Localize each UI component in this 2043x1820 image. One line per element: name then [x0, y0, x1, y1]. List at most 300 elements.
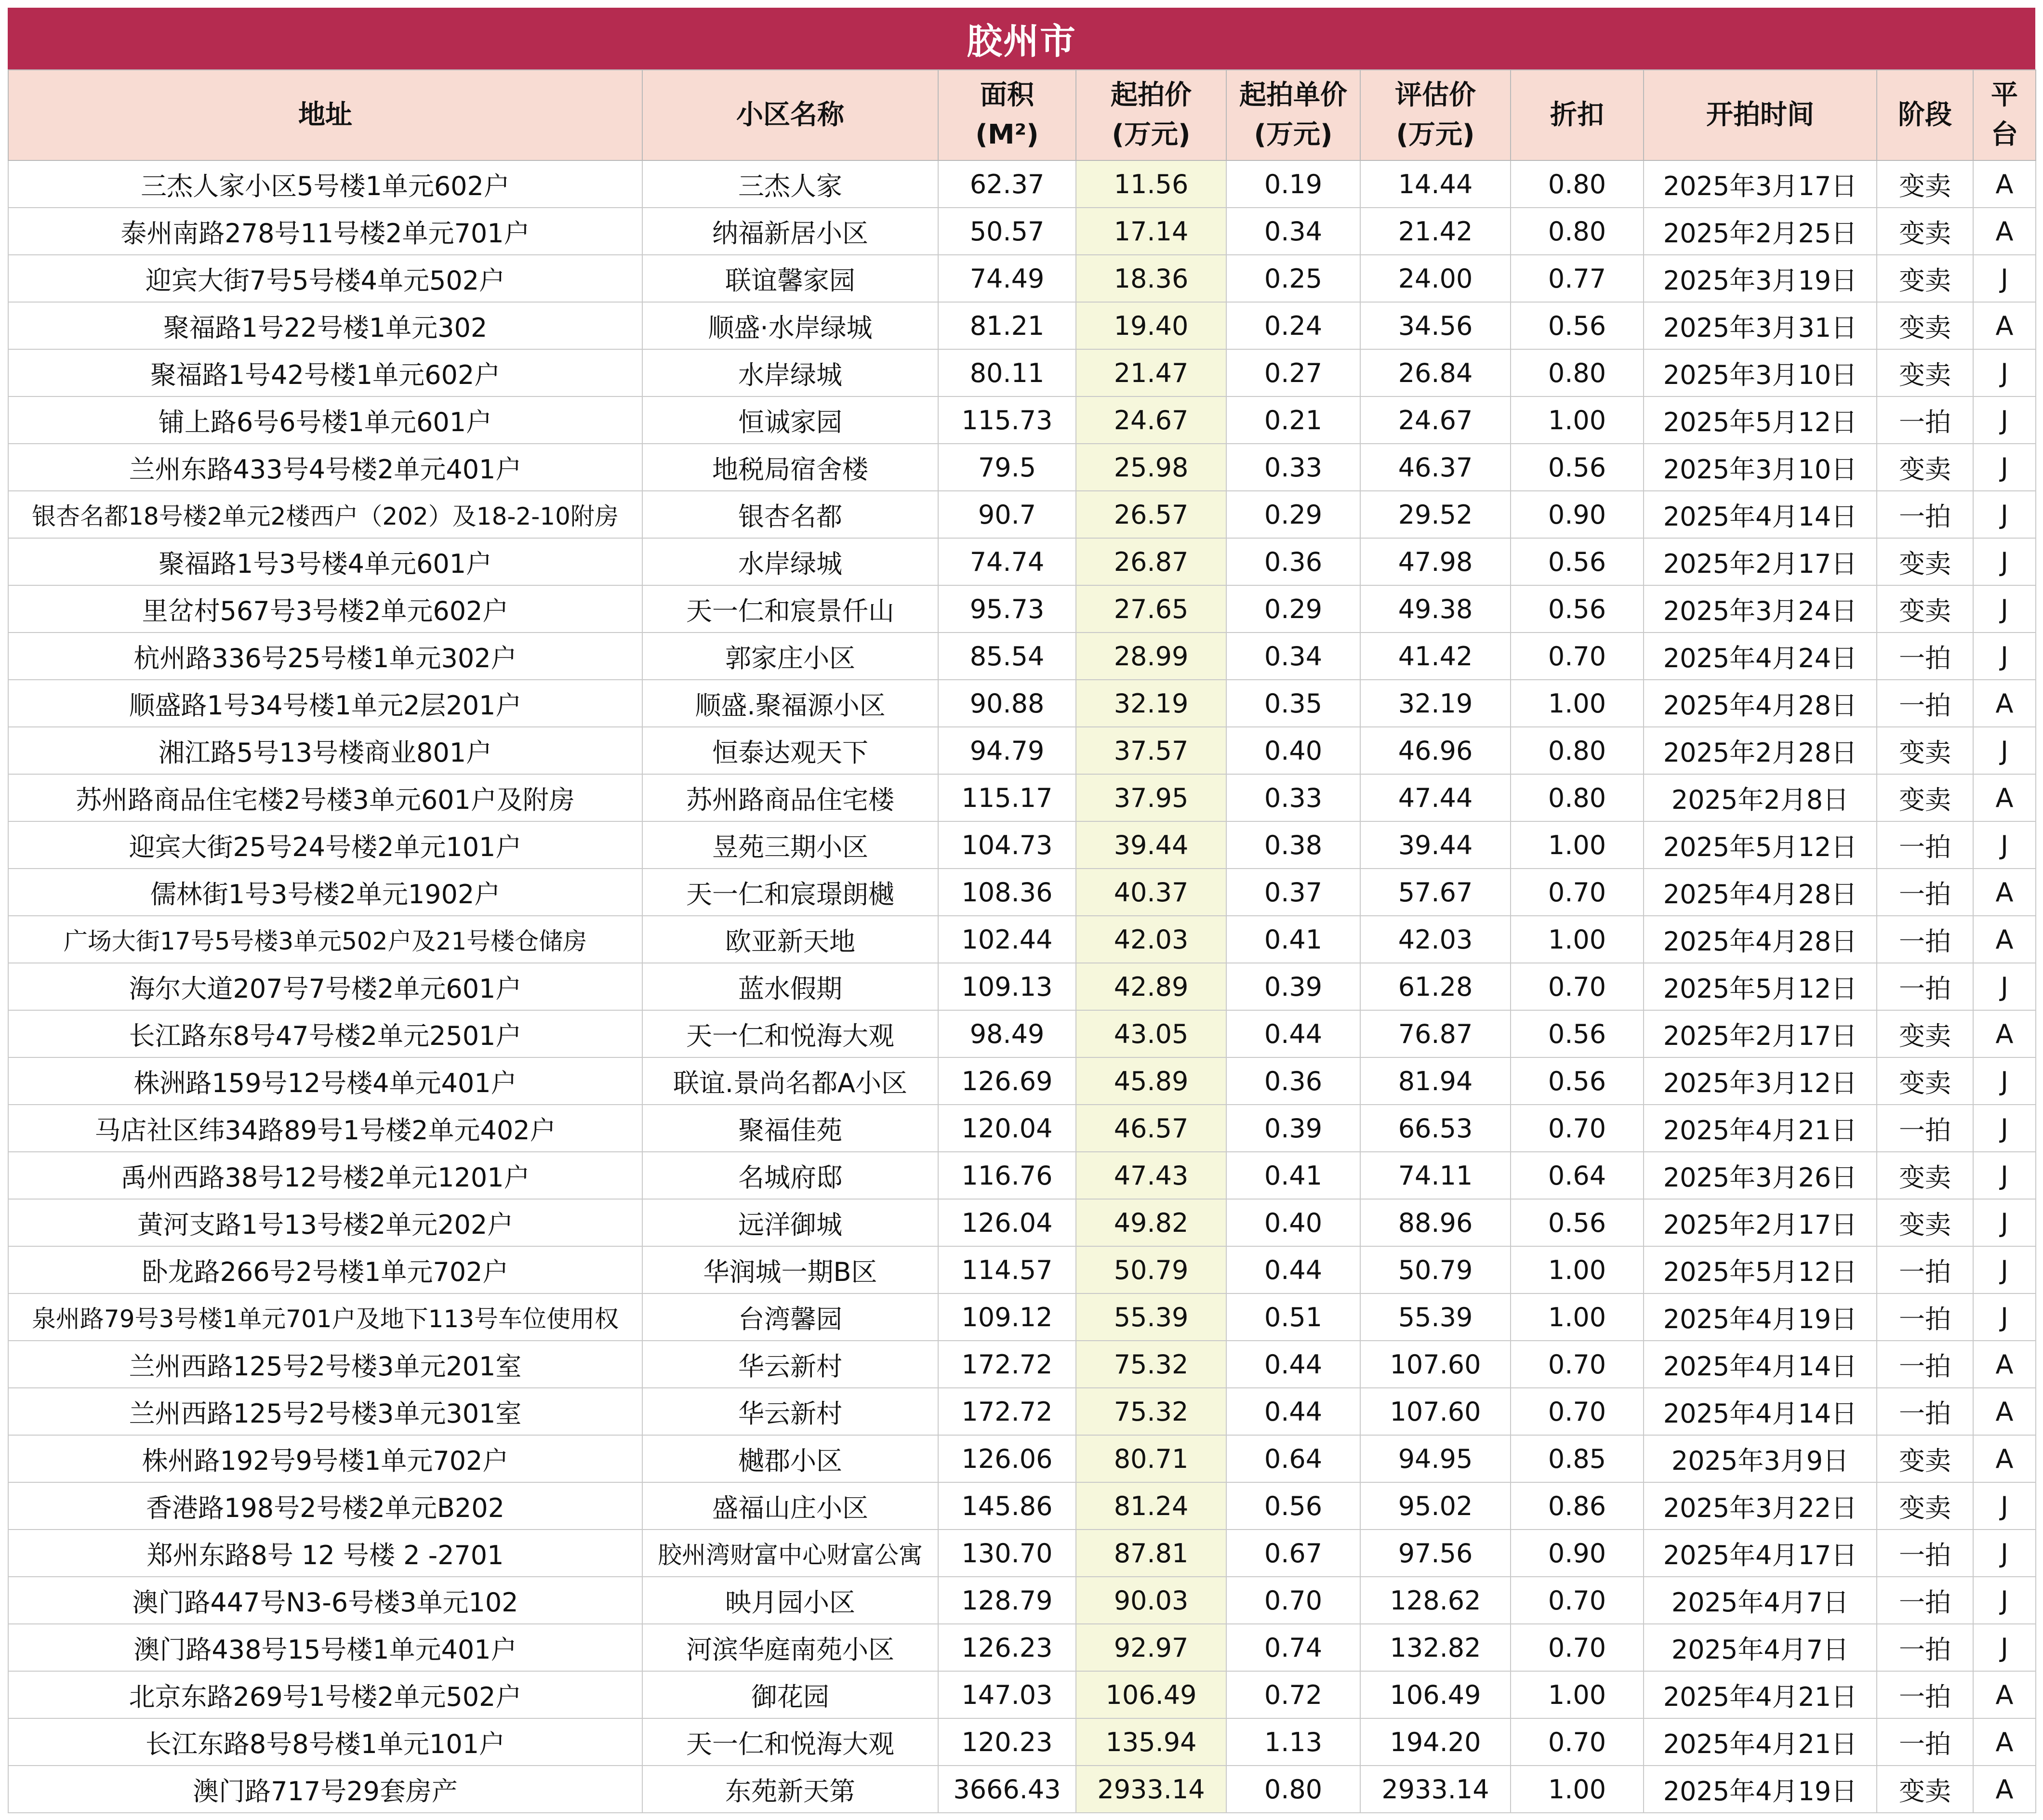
start-price-cell: 42.89: [1076, 963, 1226, 1010]
table-row: [8, 1010, 2036, 1057]
unit-price-cell: 0.34: [1226, 633, 1360, 680]
start-price-cell: 75.32: [1076, 1388, 1226, 1435]
platform-cell: J: [1973, 1293, 2036, 1341]
platform-cell: A: [1973, 1341, 2036, 1388]
stage-cell: 变卖: [1877, 585, 1973, 633]
discount-cell: 0.64: [1511, 1152, 1644, 1199]
table-row: [8, 1105, 2036, 1152]
date-cell: 2025年4月21日: [1644, 1671, 1877, 1718]
community-cell: 恒诚家园: [642, 396, 938, 444]
area-cell: 116.76: [938, 1152, 1076, 1199]
col-header-address: 地址: [8, 70, 642, 160]
platform-cell: J: [1973, 396, 2036, 444]
discount-cell: 0.56: [1511, 1010, 1644, 1057]
platform-cell: A: [1973, 208, 2036, 255]
unit-price-cell: 1.13: [1226, 1718, 1360, 1766]
unit-price-cell: 0.41: [1226, 1152, 1360, 1199]
discount-cell: 0.77: [1511, 255, 1644, 302]
start-price-cell: 106.49: [1076, 1671, 1226, 1718]
start-price-cell: 27.65: [1076, 585, 1226, 633]
eval-price-cell: 194.20: [1360, 1718, 1511, 1766]
stage-cell: 变卖: [1877, 302, 1973, 349]
community-cell: 苏州路商品住宅楼: [642, 774, 938, 821]
col-header-start-price: 起拍价 (万元): [1076, 70, 1226, 160]
table-row: [8, 585, 2036, 633]
col-header-date: 开拍时间: [1644, 70, 1877, 160]
start-price-cell: 18.36: [1076, 255, 1226, 302]
community-cell: 顺盛·水岸绿城: [642, 302, 938, 349]
eval-price-cell: 97.56: [1360, 1530, 1511, 1577]
unit-price-cell: 0.29: [1226, 491, 1360, 538]
unit-price-cell: 0.33: [1226, 444, 1360, 491]
eval-price-cell: 132.82: [1360, 1624, 1511, 1671]
area-cell: 109.13: [938, 963, 1076, 1010]
eval-price-cell: 107.60: [1360, 1341, 1511, 1388]
unit-price-cell: 0.39: [1226, 1105, 1360, 1152]
discount-cell: 0.56: [1511, 302, 1644, 349]
discount-cell: 1.00: [1511, 1293, 1644, 1341]
start-price-cell: 24.67: [1076, 396, 1226, 444]
community-cell: 顺盛.聚福源小区: [642, 680, 938, 727]
community-cell: 御花园: [642, 1671, 938, 1718]
address-cell: 兰州东路433号4号楼2单元401户: [8, 444, 642, 491]
unit-price-cell: 0.80: [1226, 1766, 1360, 1813]
area-cell: 120.23: [938, 1718, 1076, 1766]
unit-price-cell: 0.41: [1226, 916, 1360, 963]
stage-cell: 变卖: [1877, 774, 1973, 821]
start-price-cell: 90.03: [1076, 1577, 1226, 1624]
stage-cell: 一拍: [1877, 491, 1973, 538]
date-cell: 2025年5月12日: [1644, 963, 1877, 1010]
table-row: [8, 1341, 2036, 1388]
date-cell: 2025年4月28日: [1644, 680, 1877, 727]
table-row: [8, 1388, 2036, 1435]
address-cell: 马店社区纬34路89号1号楼2单元402户: [8, 1105, 642, 1152]
address-cell: 迎宾大街7号5号楼4单元502户: [8, 255, 642, 302]
stage-cell: 一拍: [1877, 1718, 1973, 1766]
start-price-cell: 42.03: [1076, 916, 1226, 963]
unit-price-cell: 0.44: [1226, 1010, 1360, 1057]
col-header-community: 小区名称: [642, 70, 938, 160]
discount-cell: 0.70: [1511, 963, 1644, 1010]
eval-price-cell: 94.95: [1360, 1435, 1511, 1482]
address-cell: 海尔大道207号7号楼2单元601户: [8, 963, 642, 1010]
unit-price-cell: 0.40: [1226, 727, 1360, 774]
table-row: [8, 160, 2036, 208]
area-cell: 126.69: [938, 1057, 1076, 1105]
stage-cell: 变卖: [1877, 255, 1973, 302]
table-row: [8, 208, 2036, 255]
address-cell: 兰州西路125号2号楼3单元201室: [8, 1341, 642, 1388]
eval-price-cell: 106.49: [1360, 1671, 1511, 1718]
platform-cell: A: [1973, 160, 2036, 208]
platform-cell: J: [1973, 349, 2036, 396]
unit-price-cell: 0.33: [1226, 774, 1360, 821]
stage-cell: 一拍: [1877, 1671, 1973, 1718]
platform-cell: J: [1973, 1624, 2036, 1671]
discount-cell: 0.70: [1511, 1105, 1644, 1152]
platform-cell: A: [1973, 1435, 2036, 1482]
start-price-cell: 87.81: [1076, 1530, 1226, 1577]
table-row: [8, 1577, 2036, 1624]
stage-cell: 变卖: [1877, 1152, 1973, 1199]
eval-price-cell: 76.87: [1360, 1010, 1511, 1057]
start-price-cell: 47.43: [1076, 1152, 1226, 1199]
platform-cell: A: [1973, 1718, 2036, 1766]
eval-price-cell: 95.02: [1360, 1482, 1511, 1530]
discount-cell: 0.80: [1511, 160, 1644, 208]
unit-price-cell: 0.67: [1226, 1530, 1360, 1577]
date-cell: 2025年2月28日: [1644, 727, 1877, 774]
discount-cell: 0.56: [1511, 1199, 1644, 1246]
discount-cell: 0.80: [1511, 208, 1644, 255]
discount-cell: 0.70: [1511, 1718, 1644, 1766]
platform-cell: J: [1973, 963, 2036, 1010]
date-cell: 2025年3月10日: [1644, 349, 1877, 396]
address-cell: 长江路东8号47号楼2单元2501户: [8, 1010, 642, 1057]
discount-cell: 0.85: [1511, 1435, 1644, 1482]
eval-price-cell: 50.79: [1360, 1246, 1511, 1293]
community-cell: 蓝水假期: [642, 963, 938, 1010]
date-cell: 2025年4月28日: [1644, 916, 1877, 963]
stage-cell: 变卖: [1877, 1766, 1973, 1813]
community-cell: 恒泰达观天下: [642, 727, 938, 774]
discount-cell: 0.86: [1511, 1482, 1644, 1530]
table-row: [8, 1766, 2036, 1813]
platform-cell: A: [1973, 869, 2036, 916]
date-cell: 2025年4月19日: [1644, 1766, 1877, 1813]
address-cell: 泉州路79号3号楼1单元701户及地下113号车位使用权: [8, 1293, 642, 1341]
area-cell: 172.72: [938, 1341, 1076, 1388]
address-cell: 三杰人家小区5号楼1单元602户: [8, 160, 642, 208]
date-cell: 2025年2月17日: [1644, 1010, 1877, 1057]
start-price-cell: 26.87: [1076, 538, 1226, 585]
stage-cell: 一拍: [1877, 633, 1973, 680]
start-price-cell: 135.94: [1076, 1718, 1226, 1766]
area-cell: 172.72: [938, 1388, 1076, 1435]
stage-cell: 一拍: [1877, 396, 1973, 444]
eval-price-cell: 46.96: [1360, 727, 1511, 774]
area-cell: 126.04: [938, 1199, 1076, 1246]
area-cell: 147.03: [938, 1671, 1076, 1718]
eval-price-cell: 26.84: [1360, 349, 1511, 396]
date-cell: 2025年4月21日: [1644, 1718, 1877, 1766]
table-row: [8, 869, 2036, 916]
stage-cell: 一拍: [1877, 1577, 1973, 1624]
date-cell: 2025年2月25日: [1644, 208, 1877, 255]
unit-price-cell: 0.39: [1226, 963, 1360, 1010]
area-cell: 90.88: [938, 680, 1076, 727]
date-cell: 2025年3月19日: [1644, 255, 1877, 302]
table-row: [8, 633, 2036, 680]
discount-cell: 0.80: [1511, 349, 1644, 396]
stage-cell: 变卖: [1877, 1482, 1973, 1530]
platform-cell: J: [1973, 1530, 2036, 1577]
eval-price-cell: 66.53: [1360, 1105, 1511, 1152]
community-cell: 银杏名都: [642, 491, 938, 538]
address-cell: 澳门路438号15号楼1单元401户: [8, 1624, 642, 1671]
date-cell: 2025年2月17日: [1644, 538, 1877, 585]
start-price-cell: 37.95: [1076, 774, 1226, 821]
auction-table: [8, 69, 2036, 1813]
stage-cell: 一拍: [1877, 869, 1973, 916]
platform-cell: A: [1973, 1766, 2036, 1813]
platform-cell: J: [1973, 491, 2036, 538]
start-price-cell: 19.40: [1076, 302, 1226, 349]
area-cell: 62.37: [938, 160, 1076, 208]
start-price-cell: 55.39: [1076, 1293, 1226, 1341]
address-cell: 广场大街17号5号楼3单元502户及21号楼仓储房: [8, 916, 642, 963]
eval-price-cell: 21.42: [1360, 208, 1511, 255]
unit-price-cell: 0.40: [1226, 1199, 1360, 1246]
area-cell: 98.49: [938, 1010, 1076, 1057]
eval-price-cell: 47.98: [1360, 538, 1511, 585]
header-row: [8, 70, 2036, 160]
platform-cell: A: [1973, 302, 2036, 349]
table-row: [8, 1671, 2036, 1718]
community-cell: 胶州湾财富中心财富公寓: [642, 1530, 938, 1577]
discount-cell: 1.00: [1511, 821, 1644, 869]
table-row: [8, 444, 2036, 491]
platform-cell: J: [1973, 1199, 2036, 1246]
date-cell: 2025年4月21日: [1644, 1105, 1877, 1152]
col-header-stage: 阶段: [1877, 70, 1973, 160]
unit-price-cell: 0.44: [1226, 1341, 1360, 1388]
stage-cell: 变卖: [1877, 444, 1973, 491]
community-cell: 河滨华庭南苑小区: [642, 1624, 938, 1671]
area-cell: 80.11: [938, 349, 1076, 396]
start-price-cell: 40.37: [1076, 869, 1226, 916]
address-cell: 湘江路5号13号楼商业801户: [8, 727, 642, 774]
unit-price-cell: 0.44: [1226, 1388, 1360, 1435]
area-cell: 81.21: [938, 302, 1076, 349]
eval-price-cell: 88.96: [1360, 1199, 1511, 1246]
unit-price-cell: 0.70: [1226, 1577, 1360, 1624]
unit-price-cell: 0.74: [1226, 1624, 1360, 1671]
start-price-cell: 92.97: [1076, 1624, 1226, 1671]
start-price-cell: 32.19: [1076, 680, 1226, 727]
platform-cell: J: [1973, 727, 2036, 774]
stage-cell: 变卖: [1877, 160, 1973, 208]
address-cell: 澳门路717号29套房产: [8, 1766, 642, 1813]
address-cell: 苏州路商品住宅楼2号楼3单元601户及附房: [8, 774, 642, 821]
area-cell: 126.06: [938, 1435, 1076, 1482]
area-cell: 114.57: [938, 1246, 1076, 1293]
date-cell: 2025年4月14日: [1644, 1388, 1877, 1435]
start-price-cell: 39.44: [1076, 821, 1226, 869]
community-cell: 天一仁和宸景仟山: [642, 585, 938, 633]
table-row: [8, 680, 2036, 727]
unit-price-cell: 0.36: [1226, 538, 1360, 585]
table-row: [8, 1482, 2036, 1530]
unit-price-cell: 0.37: [1226, 869, 1360, 916]
date-cell: 2025年4月7日: [1644, 1624, 1877, 1671]
eval-price-cell: 107.60: [1360, 1388, 1511, 1435]
stage-cell: 变卖: [1877, 208, 1973, 255]
community-cell: 华云新村: [642, 1341, 938, 1388]
address-cell: 禹州西路38号12号楼2单元1201户: [8, 1152, 642, 1199]
community-cell: 樾郡小区: [642, 1435, 938, 1482]
platform-cell: J: [1973, 1152, 2036, 1199]
table-row: [8, 1435, 2036, 1482]
platform-cell: J: [1973, 1246, 2036, 1293]
stage-cell: 一拍: [1877, 963, 1973, 1010]
table-row: [8, 821, 2036, 869]
area-cell: 102.44: [938, 916, 1076, 963]
date-cell: 2025年5月12日: [1644, 396, 1877, 444]
eval-price-cell: 24.67: [1360, 396, 1511, 444]
eval-price-cell: 128.62: [1360, 1577, 1511, 1624]
platform-cell: A: [1973, 1388, 2036, 1435]
table-row: [8, 1718, 2036, 1766]
start-price-cell: 28.99: [1076, 633, 1226, 680]
community-cell: 台湾馨园: [642, 1293, 938, 1341]
start-price-cell: 25.98: [1076, 444, 1226, 491]
unit-price-cell: 0.25: [1226, 255, 1360, 302]
table-body: [8, 160, 2036, 1813]
date-cell: 2025年3月22日: [1644, 1482, 1877, 1530]
discount-cell: 0.56: [1511, 585, 1644, 633]
discount-cell: 0.70: [1511, 1341, 1644, 1388]
unit-price-cell: 0.24: [1226, 302, 1360, 349]
address-cell: 卧龙路266号2号楼1单元702户: [8, 1246, 642, 1293]
unit-price-cell: 0.51: [1226, 1293, 1360, 1341]
address-cell: 银杏名都18号楼2单元2楼西户（202）及18-2-10附房: [8, 491, 642, 538]
start-price-cell: 11.56: [1076, 160, 1226, 208]
discount-cell: 0.56: [1511, 1057, 1644, 1105]
discount-cell: 1.00: [1511, 916, 1644, 963]
community-cell: 三杰人家: [642, 160, 938, 208]
community-cell: 天一仁和悦海大观: [642, 1010, 938, 1057]
discount-cell: 0.90: [1511, 1530, 1644, 1577]
community-cell: 昱苑三期小区: [642, 821, 938, 869]
area-cell: 79.5: [938, 444, 1076, 491]
area-cell: 90.7: [938, 491, 1076, 538]
discount-cell: 1.00: [1511, 396, 1644, 444]
stage-cell: 变卖: [1877, 1057, 1973, 1105]
discount-cell: 0.80: [1511, 774, 1644, 821]
address-cell: 株州路192号9号楼1单元702户: [8, 1435, 642, 1482]
start-price-cell: 49.82: [1076, 1199, 1226, 1246]
area-cell: 3666.43: [938, 1766, 1076, 1813]
col-header-area: 面积 (M²): [938, 70, 1076, 160]
area-cell: 128.79: [938, 1577, 1076, 1624]
area-cell: 94.79: [938, 727, 1076, 774]
start-price-cell: 37.57: [1076, 727, 1226, 774]
address-cell: 长江东路8号8号楼1单元101户: [8, 1718, 642, 1766]
date-cell: 2025年4月28日: [1644, 869, 1877, 916]
unit-price-cell: 0.72: [1226, 1671, 1360, 1718]
eval-price-cell: 14.44: [1360, 160, 1511, 208]
community-cell: 纳福新居小区: [642, 208, 938, 255]
address-cell: 兰州西路125号2号楼3单元301室: [8, 1388, 642, 1435]
start-price-cell: 2933.14: [1076, 1766, 1226, 1813]
unit-price-cell: 0.34: [1226, 208, 1360, 255]
address-cell: 聚福路1号3号楼4单元601户: [8, 538, 642, 585]
stage-cell: 变卖: [1877, 349, 1973, 396]
area-cell: 109.12: [938, 1293, 1076, 1341]
table-row: [8, 255, 2036, 302]
col-header-platform: 平 台: [1973, 70, 2036, 160]
unit-price-cell: 0.56: [1226, 1482, 1360, 1530]
discount-cell: 0.90: [1511, 491, 1644, 538]
community-cell: 远洋御城: [642, 1199, 938, 1246]
platform-cell: J: [1973, 255, 2036, 302]
community-cell: 华云新村: [642, 1388, 938, 1435]
address-cell: 黄河支路1号13号楼2单元202户: [8, 1199, 642, 1246]
date-cell: 2025年3月26日: [1644, 1152, 1877, 1199]
stage-cell: 一拍: [1877, 916, 1973, 963]
eval-price-cell: 39.44: [1360, 821, 1511, 869]
platform-cell: A: [1973, 680, 2036, 727]
discount-cell: 0.56: [1511, 538, 1644, 585]
community-cell: 盛福山庄小区: [642, 1482, 938, 1530]
table-row: [8, 396, 2036, 444]
address-cell: 儒林街1号3号楼2单元1902户: [8, 869, 642, 916]
eval-price-cell: 32.19: [1360, 680, 1511, 727]
table-row: [8, 538, 2036, 585]
address-cell: 株洲路159号12号楼4单元401户: [8, 1057, 642, 1105]
area-cell: 115.73: [938, 396, 1076, 444]
address-cell: 聚福路1号22号楼1单元302: [8, 302, 642, 349]
date-cell: 2025年3月9日: [1644, 1435, 1877, 1482]
eval-price-cell: 24.00: [1360, 255, 1511, 302]
table-row: [8, 916, 2036, 963]
discount-cell: 1.00: [1511, 1671, 1644, 1718]
platform-cell: A: [1973, 916, 2036, 963]
start-price-cell: 26.57: [1076, 491, 1226, 538]
platform-cell: J: [1973, 633, 2036, 680]
eval-price-cell: 47.44: [1360, 774, 1511, 821]
community-cell: 地税局宿舍楼: [642, 444, 938, 491]
stage-cell: 变卖: [1877, 1435, 1973, 1482]
eval-price-cell: 42.03: [1360, 916, 1511, 963]
start-price-cell: 45.89: [1076, 1057, 1226, 1105]
stage-cell: 变卖: [1877, 538, 1973, 585]
stage-cell: 一拍: [1877, 1388, 1973, 1435]
col-header-eval-price: 评估价 (万元): [1360, 70, 1511, 160]
date-cell: 2025年4月7日: [1644, 1577, 1877, 1624]
area-cell: 74.74: [938, 538, 1076, 585]
community-cell: 天一仁和悦海大观: [642, 1718, 938, 1766]
discount-cell: 0.56: [1511, 444, 1644, 491]
eval-price-cell: 34.56: [1360, 302, 1511, 349]
date-cell: 2025年5月12日: [1644, 1246, 1877, 1293]
table-row: [8, 1152, 2036, 1199]
community-cell: 华润城一期B区: [642, 1246, 938, 1293]
stage-cell: 变卖: [1877, 1010, 1973, 1057]
discount-cell: 0.70: [1511, 1624, 1644, 1671]
area-cell: 85.54: [938, 633, 1076, 680]
discount-cell: 1.00: [1511, 680, 1644, 727]
area-cell: 95.73: [938, 585, 1076, 633]
stage-cell: 一拍: [1877, 821, 1973, 869]
table-row: [8, 1057, 2036, 1105]
date-cell: 2025年4月24日: [1644, 633, 1877, 680]
address-cell: 北京东路269号1号楼2单元502户: [8, 1671, 642, 1718]
start-price-cell: 21.47: [1076, 349, 1226, 396]
col-header-discount: 折扣: [1511, 70, 1644, 160]
unit-price-cell: 0.27: [1226, 349, 1360, 396]
date-cell: 2025年5月12日: [1644, 821, 1877, 869]
unit-price-cell: 0.21: [1226, 396, 1360, 444]
unit-price-cell: 0.38: [1226, 821, 1360, 869]
date-cell: 2025年3月17日: [1644, 160, 1877, 208]
table-row: [8, 1199, 2036, 1246]
area-cell: 104.73: [938, 821, 1076, 869]
platform-cell: J: [1973, 821, 2036, 869]
eval-price-cell: 55.39: [1360, 1293, 1511, 1341]
